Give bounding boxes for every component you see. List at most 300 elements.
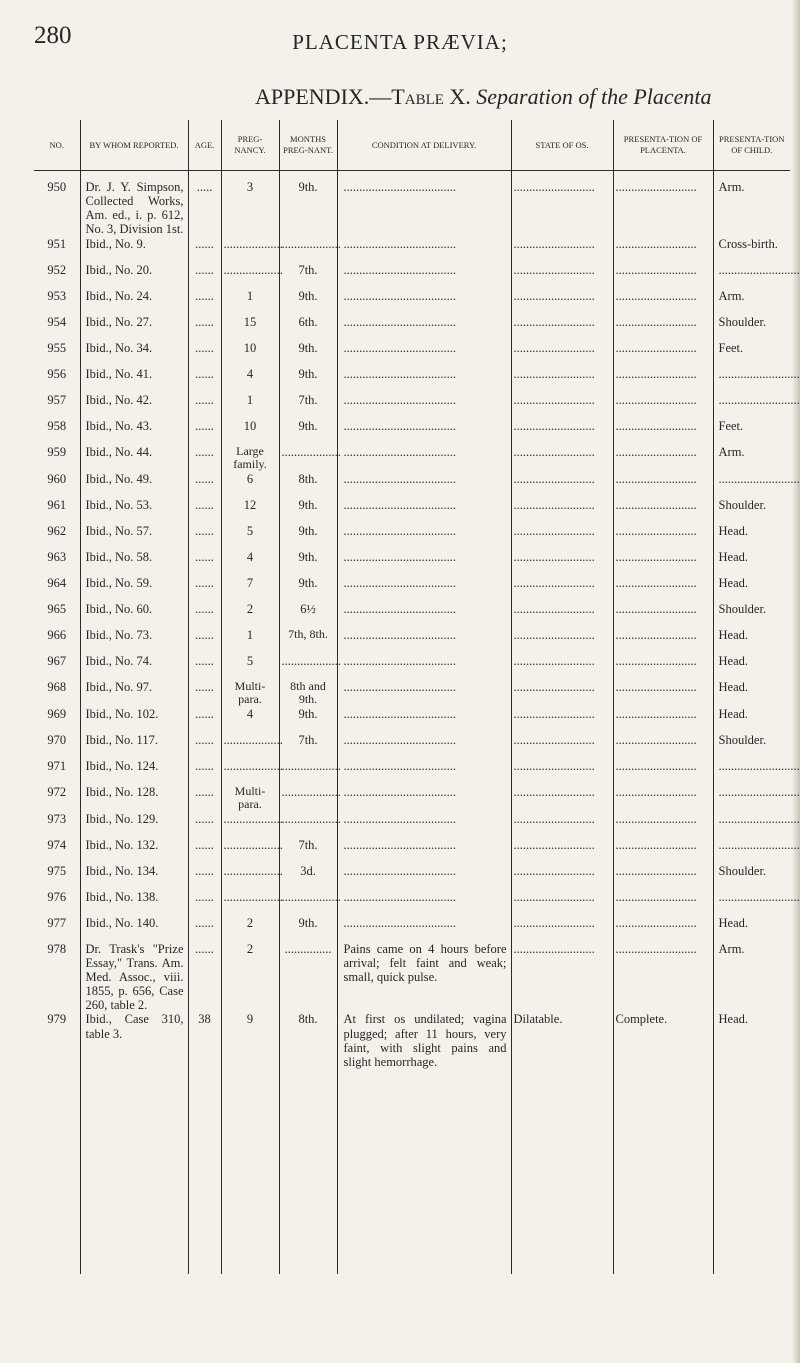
cell-reported-by: Ibid., No. 27. <box>80 315 188 341</box>
cell-pregnancy: 1 <box>221 393 279 419</box>
cell-condition: .................................... <box>337 445 511 472</box>
cell-months: 7th, 8th. <box>279 628 337 654</box>
cell-placenta: .......................... <box>613 393 713 419</box>
page-number: 280 <box>34 22 72 49</box>
cell-age: ...... <box>188 916 221 942</box>
table-row <box>34 864 790 890</box>
cell-reported-by: Ibid., No. 49. <box>80 472 188 498</box>
table-row <box>34 733 790 759</box>
cell-months: ................... <box>279 890 337 916</box>
cell-placenta: .......................... <box>613 707 713 733</box>
cell-condition: .................................... <box>337 472 511 498</box>
cell-months: 7th. <box>279 838 337 864</box>
cell-os: .......................... <box>511 498 613 524</box>
cell-child: .......................... <box>713 393 790 419</box>
cell-condition: .................................... <box>337 838 511 864</box>
cell-child: .......................... <box>713 812 790 838</box>
cell-child: .......................... <box>713 472 790 498</box>
cell-months: ................... <box>279 654 337 680</box>
cell-reported-by: Ibid., No. 57. <box>80 524 188 550</box>
cell-no: 976 <box>47 889 67 904</box>
col-age-header: AGE. <box>188 120 221 171</box>
cell-reported-by: Ibid., No. 124. <box>80 759 188 785</box>
cell-months: ................... <box>279 785 337 812</box>
cell-months: 7th. <box>279 393 337 419</box>
cell-reported-by: Ibid., No. 41. <box>80 367 188 393</box>
cell-child: Cross-birth. <box>713 237 790 263</box>
cell-reported-by: Ibid., No. 102. <box>80 707 188 733</box>
cell-pregnancy: 6 <box>221 472 279 498</box>
cell-no: 963 <box>47 549 67 564</box>
cell-no: 958 <box>47 418 67 433</box>
cell-no: 973 <box>47 811 67 826</box>
cell-age: ...... <box>188 445 221 472</box>
cell-os: .......................... <box>511 367 613 393</box>
cell-reported-by: Ibid., No. 24. <box>80 289 188 315</box>
cell-pregnancy: ................... <box>221 733 279 759</box>
cell-pregnancy: ................... <box>221 237 279 263</box>
col-os-header: STATE OF OS. <box>511 120 613 171</box>
cell-pregnancy: ................... <box>221 812 279 838</box>
table-body <box>34 171 800 1275</box>
cell-placenta: .......................... <box>613 602 713 628</box>
cell-os: .......................... <box>511 315 613 341</box>
col-no-header: NO. <box>34 120 80 171</box>
caption-prefix: APPENDIX.— <box>255 84 392 109</box>
table-row <box>34 942 790 1013</box>
cell-placenta: .......................... <box>613 289 713 315</box>
cell-months: 9th. <box>279 524 337 550</box>
cell-age: ...... <box>188 263 221 289</box>
cell-months: 9th. <box>279 171 337 237</box>
cell-age: 38 <box>188 1012 221 1274</box>
cell-no: 969 <box>47 706 67 721</box>
cell-age: ...... <box>188 237 221 263</box>
table-row <box>34 916 790 942</box>
cell-reported-by: Ibid., No. 117. <box>80 733 188 759</box>
cell-reported-by: Ibid., No. 43. <box>80 419 188 445</box>
cell-condition: .................................... <box>337 864 511 890</box>
cell-age: ...... <box>188 341 221 367</box>
cell-os: .......................... <box>511 237 613 263</box>
cell-pregnancy: 10 <box>221 419 279 445</box>
cell-os: .......................... <box>511 445 613 472</box>
table-row <box>34 524 790 550</box>
cell-no: 970 <box>47 732 67 747</box>
cell-age: ...... <box>188 864 221 890</box>
cell-reported-by: Ibid., No. 74. <box>80 654 188 680</box>
cell-condition: .................................... <box>337 524 511 550</box>
cell-no: 952 <box>47 262 67 277</box>
cell-child: Shoulder. <box>713 498 790 524</box>
cell-no: 975 <box>47 863 67 878</box>
cell-condition: .................................... <box>337 785 511 812</box>
cell-pregnancy: 1 <box>221 289 279 315</box>
cell-placenta: .......................... <box>613 419 713 445</box>
cell-months: 9th. <box>279 550 337 576</box>
cell-pregnancy: 9 <box>221 1012 279 1274</box>
cell-months: 9th. <box>279 916 337 942</box>
cell-child: Shoulder. <box>713 602 790 628</box>
cell-condition: .................................... <box>337 707 511 733</box>
cell-os: .......................... <box>511 680 613 707</box>
cell-reported-by: Ibid., No. 58. <box>80 550 188 576</box>
cell-reported-by: Ibid., No. 20. <box>80 263 188 289</box>
cell-pregnancy: Large family. <box>221 445 279 472</box>
cell-months: 3d. <box>279 864 337 890</box>
cell-placenta: .......................... <box>613 576 713 602</box>
table-row <box>34 315 790 341</box>
cell-months: ................... <box>279 237 337 263</box>
cell-age: ...... <box>188 812 221 838</box>
cell-os: .......................... <box>511 707 613 733</box>
cell-reported-by: Dr. Trask's "Prize Essay," Trans. Am. Med. Assoc., viii. 1855, p. 656, Case 260, table 2. <box>80 942 188 1013</box>
cell-condition: .................................... <box>337 367 511 393</box>
cell-child: Head. <box>713 654 790 680</box>
cell-no: 951 <box>47 236 67 251</box>
cell-reported-by: Ibid., No. 42. <box>80 393 188 419</box>
table-row <box>34 628 790 654</box>
cell-child: Head. <box>713 576 790 602</box>
cell-reported-by: Ibid., No. 60. <box>80 602 188 628</box>
cell-months: 8th. <box>279 1012 337 1274</box>
cell-placenta: .......................... <box>613 916 713 942</box>
cell-child: Head. <box>713 707 790 733</box>
cell-condition: .................................... <box>337 550 511 576</box>
cell-no: 967 <box>47 653 67 668</box>
cell-pregnancy: Multi-para. <box>221 785 279 812</box>
cell-no: 961 <box>47 497 67 512</box>
table-row <box>34 838 790 864</box>
table-row <box>34 367 790 393</box>
cell-placenta: Complete. <box>613 1012 713 1274</box>
cell-condition: .................................... <box>337 315 511 341</box>
cell-no: 953 <box>47 288 67 303</box>
cell-reported-by: Ibid., No. 129. <box>80 812 188 838</box>
cell-placenta: .......................... <box>613 498 713 524</box>
cell-placenta: .......................... <box>613 812 713 838</box>
cell-age: ...... <box>188 890 221 916</box>
cell-condition: .................................... <box>337 654 511 680</box>
table-row <box>34 171 790 237</box>
table-row <box>34 1012 790 1274</box>
cell-child: Head. <box>713 550 790 576</box>
cell-months: 9th. <box>279 498 337 524</box>
cell-months: 9th. <box>279 419 337 445</box>
cell-child: .......................... <box>713 367 790 393</box>
cell-condition: .................................... <box>337 916 511 942</box>
cell-age: ...... <box>188 759 221 785</box>
cell-pregnancy: 4 <box>221 550 279 576</box>
cell-age: ...... <box>188 733 221 759</box>
cell-pregnancy: 12 <box>221 498 279 524</box>
cell-placenta: .......................... <box>613 367 713 393</box>
cell-months: ................... <box>279 812 337 838</box>
cell-age: ...... <box>188 942 221 1013</box>
cell-os: .......................... <box>511 602 613 628</box>
cell-pregnancy: 4 <box>221 367 279 393</box>
col-months-header: MONTHS PREG-NANT. <box>279 120 337 171</box>
table-row <box>34 654 790 680</box>
cell-months: 8th. <box>279 472 337 498</box>
cell-child: Arm. <box>713 289 790 315</box>
cell-reported-by: Ibid., No. 138. <box>80 890 188 916</box>
running-head: PLACENTA PRÆVIA; <box>292 30 508 54</box>
cell-no: 978 <box>47 941 67 956</box>
cell-age: ..... <box>188 171 221 237</box>
cell-os: .......................... <box>511 654 613 680</box>
cell-pregnancy: ................... <box>221 838 279 864</box>
table-row <box>34 602 790 628</box>
table-row <box>34 289 790 315</box>
col-reported-by-header: BY WHOM REPORTED. <box>80 120 188 171</box>
table-row <box>34 498 790 524</box>
cell-os: .......................... <box>511 419 613 445</box>
cell-no: 972 <box>47 784 67 799</box>
cell-os: .......................... <box>511 393 613 419</box>
cell-no: 962 <box>47 523 67 538</box>
cell-placenta: .......................... <box>613 445 713 472</box>
cell-no: 977 <box>47 915 67 930</box>
appendix-table <box>34 120 800 1274</box>
cell-age: ...... <box>188 472 221 498</box>
header-row <box>34 120 790 171</box>
cell-child: Head. <box>713 1012 790 1274</box>
col-condition-header: CONDITION AT DELIVERY. <box>337 120 511 171</box>
table-row <box>34 237 790 263</box>
caption-table-label: Table X. <box>391 84 471 109</box>
table-row <box>34 419 790 445</box>
cell-pregnancy: ................... <box>221 864 279 890</box>
cell-months: 8th and 9th. <box>279 680 337 707</box>
cell-age: ...... <box>188 498 221 524</box>
cell-months: 6th. <box>279 315 337 341</box>
cell-months: 7th. <box>279 263 337 289</box>
cell-age: ...... <box>188 785 221 812</box>
cell-placenta: .......................... <box>613 680 713 707</box>
cell-reported-by: Ibid., No. 44. <box>80 445 188 472</box>
cell-no: 968 <box>47 679 67 694</box>
cell-age: ...... <box>188 289 221 315</box>
cell-reported-by: Ibid., Case 310, table 3. <box>80 1012 188 1274</box>
cell-placenta: .......................... <box>613 654 713 680</box>
col-placenta-header: PRESENTA-TION OF PLACENTA. <box>613 120 713 171</box>
cell-no: 966 <box>47 627 67 642</box>
cell-no: 956 <box>47 366 67 381</box>
cell-age: ...... <box>188 628 221 654</box>
cell-pregnancy: Multi-para. <box>221 680 279 707</box>
cell-pregnancy: ................... <box>221 263 279 289</box>
cell-age: ...... <box>188 524 221 550</box>
cell-pregnancy: ................... <box>221 759 279 785</box>
cell-placenta: .......................... <box>613 838 713 864</box>
cell-child: Feet. <box>713 341 790 367</box>
cell-reported-by: Ibid., No. 9. <box>80 237 188 263</box>
cell-reported-by: Dr. J. Y. Simpson, Collected Works, Am. ed., i. p. 612, No. 3, Division 1st. <box>80 171 188 237</box>
cell-age: ...... <box>188 367 221 393</box>
cell-age: ...... <box>188 419 221 445</box>
table-row <box>34 445 790 472</box>
cell-pregnancy: ................... <box>221 890 279 916</box>
book-spine-edge <box>792 0 800 1363</box>
table-row <box>34 341 790 367</box>
cell-os: .......................... <box>511 524 613 550</box>
cell-placenta: .......................... <box>613 171 713 237</box>
cell-os: .......................... <box>511 550 613 576</box>
cell-child: Head. <box>713 916 790 942</box>
cell-months: ................... <box>279 445 337 472</box>
cell-placenta: .......................... <box>613 890 713 916</box>
cell-condition: .................................... <box>337 498 511 524</box>
cell-placenta: .......................... <box>613 263 713 289</box>
cell-os: .......................... <box>511 864 613 890</box>
table-row <box>34 393 790 419</box>
table-row <box>34 576 790 602</box>
cell-pregnancy: 1 <box>221 628 279 654</box>
cell-child: Shoulder. <box>713 733 790 759</box>
cell-pregnancy: 4 <box>221 707 279 733</box>
cell-no: 955 <box>47 340 67 355</box>
cell-reported-by: Ibid., No. 140. <box>80 916 188 942</box>
cell-os: .......................... <box>511 263 613 289</box>
cell-placenta: .......................... <box>613 472 713 498</box>
cell-no: 950 <box>47 180 67 194</box>
table-row <box>34 263 790 289</box>
cell-os: .......................... <box>511 812 613 838</box>
cell-os: Dilatable. <box>511 1012 613 1274</box>
cell-months: ............... <box>279 942 337 1013</box>
cell-os: .......................... <box>511 733 613 759</box>
cell-age: ...... <box>188 602 221 628</box>
cell-child: .......................... <box>713 838 790 864</box>
cell-placenta: .......................... <box>613 628 713 654</box>
cell-pregnancy: 2 <box>221 916 279 942</box>
cell-child: Shoulder. <box>713 315 790 341</box>
cell-condition: .................................... <box>337 419 511 445</box>
cell-no: 957 <box>47 392 67 407</box>
cell-reported-by: Ibid., No. 53. <box>80 498 188 524</box>
cell-months: 9th. <box>279 289 337 315</box>
cell-os: .......................... <box>511 942 613 1013</box>
cell-pregnancy: 5 <box>221 524 279 550</box>
cell-no: 954 <box>47 314 67 329</box>
cell-pregnancy: 5 <box>221 654 279 680</box>
cell-condition: .................................... <box>337 812 511 838</box>
cell-reported-by: Ibid., No. 128. <box>80 785 188 812</box>
cell-no: 965 <box>47 601 67 616</box>
cell-child: .......................... <box>713 890 790 916</box>
cell-os: .......................... <box>511 341 613 367</box>
cell-no: 959 <box>47 444 67 459</box>
cell-months: 9th. <box>279 367 337 393</box>
table-row <box>34 707 790 733</box>
cell-child: Head. <box>713 524 790 550</box>
table-caption <box>255 84 712 110</box>
cell-child: Feet. <box>713 419 790 445</box>
cell-os: .......................... <box>511 916 613 942</box>
caption-title: Separation of the Placenta <box>476 84 712 109</box>
cell-age: ...... <box>188 315 221 341</box>
cell-condition: .................................... <box>337 890 511 916</box>
cell-placenta: .......................... <box>613 315 713 341</box>
cell-reported-by: Ibid., No. 134. <box>80 864 188 890</box>
cell-os: .......................... <box>511 289 613 315</box>
cell-os: .......................... <box>511 785 613 812</box>
cell-months: ................... <box>279 759 337 785</box>
cell-condition: .................................... <box>337 602 511 628</box>
cell-os: .......................... <box>511 838 613 864</box>
cell-age: ...... <box>188 680 221 707</box>
cell-age: ...... <box>188 707 221 733</box>
table-row <box>34 812 790 838</box>
cell-child: .......................... <box>713 263 790 289</box>
cell-condition: .................................... <box>337 289 511 315</box>
table-row <box>34 472 790 498</box>
cell-condition: .................................... <box>337 759 511 785</box>
cell-child: Arm. <box>713 942 790 1013</box>
cell-os: .......................... <box>511 576 613 602</box>
cell-placenta: .......................... <box>613 237 713 263</box>
cell-placenta: .......................... <box>613 550 713 576</box>
table-row <box>34 550 790 576</box>
cell-condition: .................................... <box>337 341 511 367</box>
cell-condition: .................................... <box>337 733 511 759</box>
cell-placenta: .......................... <box>613 942 713 1013</box>
cell-age: ...... <box>188 550 221 576</box>
cell-condition: .................................... <box>337 263 511 289</box>
table-row <box>34 785 790 812</box>
col-child-header: PRESENTA-TION OF CHILD. <box>713 120 790 171</box>
cell-pregnancy: 2 <box>221 602 279 628</box>
col-pregnancy-header: PREG-NANCY. <box>221 120 279 171</box>
cell-reported-by: Ibid., No. 59. <box>80 576 188 602</box>
cell-placenta: .......................... <box>613 733 713 759</box>
table-row <box>34 680 790 707</box>
cell-child: .......................... <box>713 759 790 785</box>
cell-placenta: .......................... <box>613 341 713 367</box>
cell-child: Arm. <box>713 171 790 237</box>
cell-months: 6½ <box>279 602 337 628</box>
cell-months: 7th. <box>279 733 337 759</box>
cell-child: Shoulder. <box>713 864 790 890</box>
cell-os: .......................... <box>511 472 613 498</box>
cell-months: 9th. <box>279 576 337 602</box>
cell-placenta: .......................... <box>613 524 713 550</box>
cell-reported-by: Ibid., No. 73. <box>80 628 188 654</box>
cell-no: 974 <box>47 837 67 852</box>
cell-condition: .................................... <box>337 576 511 602</box>
cell-reported-by: Ibid., No. 132. <box>80 838 188 864</box>
cell-condition: .................................... <box>337 237 511 263</box>
cell-pregnancy: 3 <box>221 171 279 237</box>
cell-pregnancy: 7 <box>221 576 279 602</box>
cell-os: .......................... <box>511 759 613 785</box>
table-row <box>34 759 790 785</box>
table-row <box>34 890 790 916</box>
cell-no: 979 <box>47 1012 67 1027</box>
cell-no: 971 <box>47 758 67 773</box>
cell-os: .......................... <box>511 171 613 237</box>
cell-pregnancy: 15 <box>221 315 279 341</box>
cell-placenta: .......................... <box>613 785 713 812</box>
cell-condition: At first os undilated; vagina plugged; after 11 hours, very faint, with slight pains and slight hemorrhage. <box>337 1012 511 1274</box>
cell-no: 960 <box>47 471 67 486</box>
cell-child: Arm. <box>713 445 790 472</box>
cell-condition: .................................... <box>337 171 511 237</box>
cell-condition: Pains came on 4 hours before arrival; felt faint and weak; small, quick pulse. <box>337 942 511 1013</box>
cell-condition: .................................... <box>337 393 511 419</box>
cell-placenta: .......................... <box>613 759 713 785</box>
